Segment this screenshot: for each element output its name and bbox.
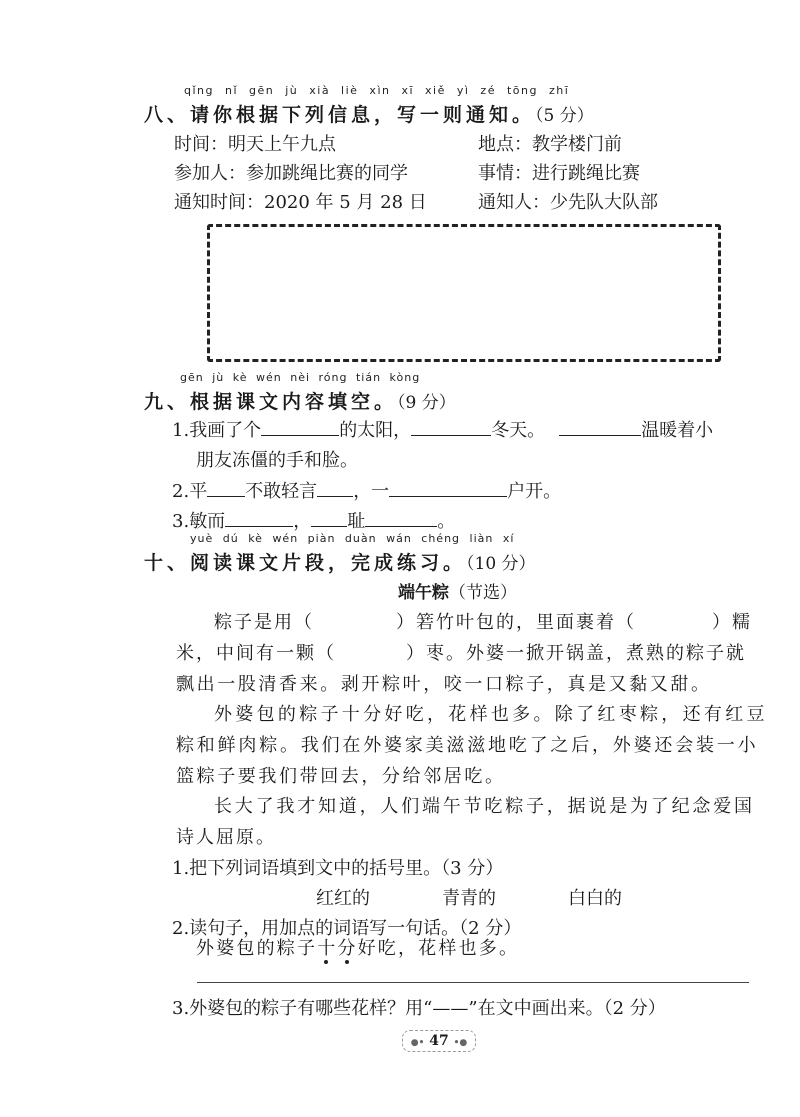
s9-q1-num: 1. — [172, 420, 190, 441]
s9-q2-d: 户开。 — [507, 481, 562, 502]
s9-q2-a: 平 — [189, 481, 208, 502]
p1-l2a: 米，中间有一颗（ — [176, 643, 336, 664]
s9-q3-blank1[interactable] — [225, 510, 293, 527]
s9-q2-c: ，一 — [353, 481, 390, 502]
notice-writing-box[interactable] — [207, 224, 721, 362]
p1-l2b: ）枣。外婆一掀开锅盖，煮熟的粽子就 — [406, 643, 746, 664]
info-notifier: 通知人：少先队大队部 — [478, 192, 658, 213]
section8-score: （5 分） — [535, 106, 594, 126]
page-number-badge — [402, 1030, 476, 1052]
section8-heading-text: 八、请你根据下列信息，写一则通知。 — [144, 104, 536, 126]
section9-heading — [144, 387, 456, 414]
section10-pinyin: yuè dú kè wén piàn duàn wán chéng liàn xí — [190, 532, 515, 545]
emphasis-dot — [324, 960, 328, 964]
p1-l1b: ）箬竹叶包的，里面裹着（ — [396, 612, 636, 633]
passage-title-text: 端午粽 — [398, 583, 449, 603]
s9-q1-d: 温暖着小 — [641, 420, 714, 441]
s9-q3-blank3[interactable] — [365, 510, 437, 527]
word-option-1: 红红的 — [316, 888, 370, 909]
s9-q3-num: 3. — [172, 511, 190, 532]
p2-line1: 外婆包的粽子十分好吃，花样也多。除了红枣粽，还有红豆 — [214, 704, 768, 725]
s9-q1-line1 — [172, 416, 713, 442]
s9-q2-blank3[interactable] — [389, 480, 507, 497]
section8-pinyin: qǐng nǐ gēn jù xià liè xìn xī xiě yì zé tōng zhī — [184, 84, 570, 97]
s9-q2-b: 不敢轻言 — [245, 481, 318, 502]
p1-line3: 飘出一股清香来。剥开粽叶，咬一口粽子，真是又黏又甜。 — [176, 674, 712, 695]
s9-q2-num: 2. — [172, 481, 190, 502]
section9-pinyin: gēn jù kè wén nèi róng tián kòng — [180, 371, 421, 384]
p1-l1c: ）糯 — [712, 612, 752, 633]
emphasis-dot — [345, 960, 349, 964]
word-option-3: 白白的 — [568, 888, 622, 909]
answer-line[interactable] — [197, 982, 749, 983]
s9-q3-b: ， — [293, 511, 312, 532]
s9-q1-blank3[interactable] — [559, 419, 641, 436]
info-notice-time: 通知时间：2020 年 5 月 28 日 — [174, 192, 427, 213]
s9-q2 — [172, 477, 561, 503]
p1-line2 — [176, 639, 746, 665]
s10-q3: 3.外婆包的粽子有哪些花样？用“——”在文中画出来。（2 分） — [172, 998, 666, 1019]
ornament-icon: •● — [453, 1038, 468, 1048]
s9-q1-c: 冬天。 — [491, 420, 546, 441]
s9-q2-blank2[interactable] — [317, 480, 353, 497]
s9-q3-blank2[interactable] — [311, 510, 347, 527]
s9-q1-blank2[interactable] — [411, 419, 491, 436]
section10-score: （10 分） — [466, 554, 536, 574]
s9-q1-line2: 朋友冻僵的手和脸。 — [196, 450, 358, 471]
s9-q3-a: 敏而 — [189, 511, 226, 532]
section8-heading — [144, 100, 594, 127]
s9-q2-blank1[interactable] — [207, 480, 245, 497]
s9-q1-blank1[interactable] — [261, 419, 339, 436]
page-number: 47 — [429, 1033, 449, 1049]
p2-line2: 粽和鲜肉粽。我们在外婆家美滋滋地吃了之后，外婆还会装一小 — [176, 735, 759, 756]
section9-score: （9 分） — [397, 393, 456, 413]
p1-line1 — [214, 608, 752, 634]
section10-heading — [144, 548, 536, 575]
passage-title-note: （节选） — [449, 583, 517, 603]
passage-title — [398, 578, 517, 603]
s9-q1-b: 的太阳， — [339, 420, 412, 441]
s9-q3-d: 。 — [437, 511, 456, 532]
info-participants: 参加人：参加跳绳比赛的同学 — [174, 163, 408, 184]
section9-heading-text: 九、根据课文内容填空。 — [144, 391, 398, 413]
info-place: 地点：教学楼门前 — [478, 134, 622, 155]
p1-l1a: 粽子是用（ — [214, 612, 314, 633]
s9-q3 — [172, 507, 455, 533]
word-option-2: 青青的 — [442, 888, 496, 909]
s9-q1-a: 我画了个 — [189, 420, 262, 441]
info-event: 事情：进行跳绳比赛 — [478, 163, 640, 184]
s10-q2-sentence: 外婆包的粽子十分好吃，花样也多。 — [196, 938, 520, 959]
p3-line2: 诗人屈原。 — [176, 827, 276, 848]
section10-heading-text: 十、阅读课文片段，完成练习。 — [144, 552, 467, 574]
p3-line1: 长大了我才知道，人们端午节吃粽子，据说是为了纪念爱国 — [214, 796, 755, 817]
p2-line3: 篮粽子要我们带回去，分给邻居吃。 — [176, 766, 506, 787]
ornament-icon: ●• — [410, 1038, 425, 1048]
s10-q2: 2.读句子，用加点的词语写一句话。（2 分） — [172, 918, 522, 939]
info-time: 时间：明天上午九点 — [174, 134, 336, 155]
s9-q3-c: 耻 — [347, 511, 366, 532]
s10-q1: 1.把下列词语填到文中的括号里。（3 分） — [172, 858, 504, 879]
